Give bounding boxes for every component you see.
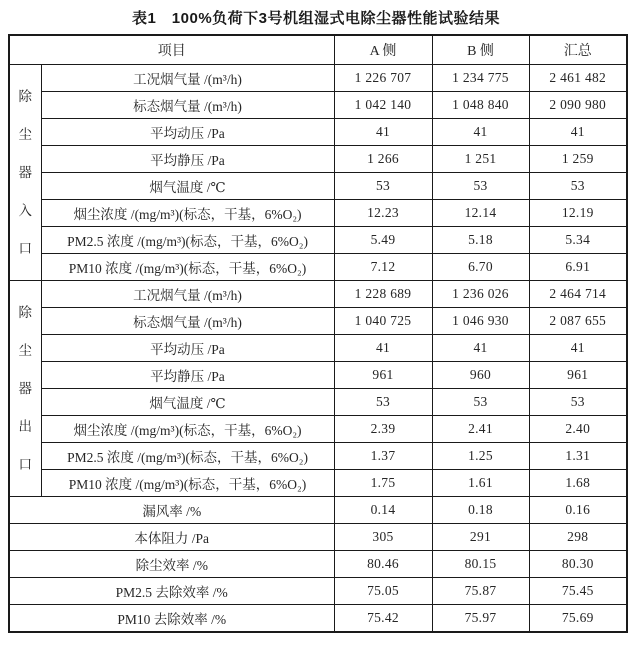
- cell-value-total: 12.19: [529, 200, 627, 227]
- cell-value-a: 7.12: [334, 254, 432, 281]
- cell-value-b: 1 048 840: [432, 92, 529, 119]
- table-row: [9, 200, 627, 227]
- table-row: [9, 524, 627, 551]
- cell-value-a: 53: [334, 173, 432, 200]
- row-label: 工况烟气量 /(m³/h): [41, 65, 334, 92]
- cell-value-b: 41: [432, 119, 529, 146]
- cell-value-b: 75.97: [432, 605, 529, 633]
- cell-value-a: 80.46: [334, 551, 432, 578]
- cell-value-a: 41: [334, 119, 432, 146]
- table-row: [9, 146, 627, 173]
- cell-value-total: 6.91: [529, 254, 627, 281]
- cell-value-a: 1 042 140: [334, 92, 432, 119]
- cell-value-total: 298: [529, 524, 627, 551]
- cell-value-b: 5.18: [432, 227, 529, 254]
- cell-value-a: 0.14: [334, 497, 432, 524]
- row-label: 平均动压 /Pa: [41, 119, 334, 146]
- cell-value-a: 5.49: [334, 227, 432, 254]
- row-label: 本体阻力 /Pa: [9, 524, 334, 551]
- performance-table: [8, 34, 628, 633]
- cell-value-total: 2.40: [529, 416, 627, 443]
- cell-value-total: 5.34: [529, 227, 627, 254]
- cell-value-b: 1 046 930: [432, 308, 529, 335]
- table-row: [9, 551, 627, 578]
- cell-value-b: 1 234 775: [432, 65, 529, 92]
- cell-value-total: 53: [529, 389, 627, 416]
- row-label: PM10 去除效率 /%: [9, 605, 334, 633]
- row-label: 漏风率 /%: [9, 497, 334, 524]
- row-label: PM2.5 去除效率 /%: [9, 578, 334, 605]
- row-label: 除尘效率 /%: [9, 551, 334, 578]
- cell-value-a: 1.37: [334, 443, 432, 470]
- cell-value-b: 53: [432, 389, 529, 416]
- cell-value-total: 41: [529, 119, 627, 146]
- table-row: [9, 416, 627, 443]
- cell-value-total: 2 461 482: [529, 65, 627, 92]
- row-label: 烟尘浓度 /(mg/m³)(标态，干基，6%O₂): [41, 416, 334, 443]
- cell-value-a: 1 040 725: [334, 308, 432, 335]
- cell-value-a: 305: [334, 524, 432, 551]
- row-label: PM2.5 浓度 /(mg/m³)(标态，干基，6%O₂): [41, 227, 334, 254]
- cell-value-a: 2.39: [334, 416, 432, 443]
- cell-value-b: 41: [432, 335, 529, 362]
- table-row: [9, 173, 627, 200]
- row-label: PM2.5 浓度 /(mg/m³)(标态，干基，6%O₂): [41, 443, 334, 470]
- header-col-a: A 侧: [334, 35, 432, 65]
- row-label: 标态烟气量 /(m³/h): [41, 308, 334, 335]
- table-row: [9, 227, 627, 254]
- cell-value-total: 2 087 655: [529, 308, 627, 335]
- group-label-inlet: 除尘器入口: [9, 65, 41, 281]
- header-item: 项目: [9, 35, 334, 65]
- table-row: [9, 335, 627, 362]
- cell-value-b: 80.15: [432, 551, 529, 578]
- table-row: [9, 92, 627, 119]
- cell-value-total: 1.68: [529, 470, 627, 497]
- cell-value-a: 1 228 689: [334, 281, 432, 308]
- table-row: [9, 362, 627, 389]
- row-label: 烟气温度 /℃: [41, 173, 334, 200]
- cell-value-a: 12.23: [334, 200, 432, 227]
- row-label: 平均动压 /Pa: [41, 335, 334, 362]
- row-label: PM10 浓度 /(mg/m³)(标态，干基，6%O₂): [41, 254, 334, 281]
- row-label: PM10 浓度 /(mg/m³)(标态，干基，6%O₂): [41, 470, 334, 497]
- cell-value-b: 1.25: [432, 443, 529, 470]
- table-row: [9, 119, 627, 146]
- cell-value-a: 75.42: [334, 605, 432, 633]
- cell-value-total: 80.30: [529, 551, 627, 578]
- cell-value-b: 291: [432, 524, 529, 551]
- table-row: [9, 605, 627, 633]
- row-label: 平均静压 /Pa: [41, 362, 334, 389]
- cell-value-a: 75.05: [334, 578, 432, 605]
- cell-value-a: 1 226 707: [334, 65, 432, 92]
- table-row: [9, 578, 627, 605]
- cell-value-a: 41: [334, 335, 432, 362]
- cell-value-a: 1 266: [334, 146, 432, 173]
- cell-value-b: 960: [432, 362, 529, 389]
- cell-value-total: 961: [529, 362, 627, 389]
- cell-value-b: 53: [432, 173, 529, 200]
- row-label: 烟尘浓度 /(mg/m³)(标态，干基，6%O₂): [41, 200, 334, 227]
- table-row: [9, 443, 627, 470]
- cell-value-total: 53: [529, 173, 627, 200]
- cell-value-total: 75.69: [529, 605, 627, 633]
- cell-value-total: 0.16: [529, 497, 627, 524]
- cell-value-b: 1 236 026: [432, 281, 529, 308]
- row-label: 烟气温度 /℃: [41, 389, 334, 416]
- table-row: [9, 254, 627, 281]
- header-col-total: 汇总: [529, 35, 627, 65]
- cell-value-b: 2.41: [432, 416, 529, 443]
- group-label-outlet: 除尘器出口: [9, 281, 41, 497]
- table-row: [9, 470, 627, 497]
- cell-value-a: 53: [334, 389, 432, 416]
- cell-value-a: 961: [334, 362, 432, 389]
- cell-value-total: 1.31: [529, 443, 627, 470]
- table-row: [9, 65, 627, 92]
- header-row: [9, 35, 627, 65]
- table-row: [9, 308, 627, 335]
- header-col-b: B 侧: [432, 35, 529, 65]
- cell-value-total: 2 090 980: [529, 92, 627, 119]
- cell-value-b: 0.18: [432, 497, 529, 524]
- cell-value-a: 1.75: [334, 470, 432, 497]
- cell-value-total: 41: [529, 335, 627, 362]
- table-row: [9, 497, 627, 524]
- cell-value-b: 6.70: [432, 254, 529, 281]
- table-title: 表1 100%负荷下3号机组湿式电除尘器性能试验结果: [131, 10, 501, 27]
- table-row: [9, 389, 627, 416]
- cell-value-b: 1 251: [432, 146, 529, 173]
- cell-value-total: 1 259: [529, 146, 627, 173]
- cell-value-total: 2 464 714: [529, 281, 627, 308]
- row-label: 平均静压 /Pa: [41, 146, 334, 173]
- cell-value-b: 12.14: [432, 200, 529, 227]
- cell-value-b: 75.87: [432, 578, 529, 605]
- cell-value-b: 1.61: [432, 470, 529, 497]
- table-row: [9, 281, 627, 308]
- row-label: 标态烟气量 /(m³/h): [41, 92, 334, 119]
- row-label: 工况烟气量 /(m³/h): [41, 281, 334, 308]
- cell-value-total: 75.45: [529, 578, 627, 605]
